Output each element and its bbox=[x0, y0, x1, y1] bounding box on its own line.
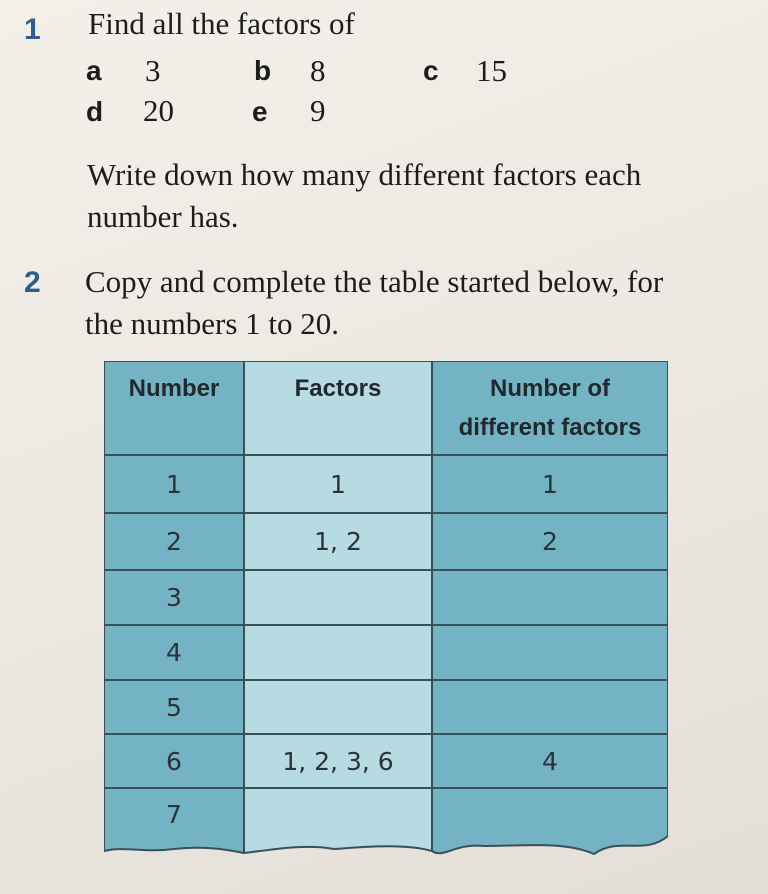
part-e-label: e bbox=[252, 96, 268, 127]
part-e-value: 9 bbox=[310, 93, 326, 128]
question-1-prompt: Find all the factors of bbox=[88, 6, 355, 41]
header-factors: Factors bbox=[294, 375, 382, 402]
header-number: Number bbox=[128, 375, 220, 402]
row-4-number: 4 bbox=[166, 638, 182, 667]
header-count-line-2: different factors bbox=[458, 414, 642, 441]
row-7-number: 7 bbox=[166, 799, 182, 829]
row-4-factors bbox=[244, 625, 432, 680]
question-1-instruction-line-1: Write down how many different factors each bbox=[87, 157, 642, 192]
row-2-factors: 1, 2 bbox=[314, 527, 362, 556]
row-4-count bbox=[432, 625, 668, 680]
row-5-count bbox=[432, 680, 668, 734]
row-3-number: 3 bbox=[166, 583, 182, 612]
part-c-label: c bbox=[423, 55, 439, 86]
part-a-value: 3 bbox=[145, 53, 161, 88]
row-5-factors bbox=[244, 680, 432, 734]
part-d-label: d bbox=[86, 96, 104, 127]
part-b-label: b bbox=[254, 55, 272, 86]
part-d-value: 20 bbox=[143, 93, 174, 128]
factors-table bbox=[104, 361, 668, 861]
row-7-count bbox=[432, 788, 668, 840]
row-2-count: 2 bbox=[542, 527, 558, 556]
part-c-value: 15 bbox=[476, 53, 507, 88]
row-1-factors: 1 bbox=[330, 469, 346, 499]
part-b-value: 8 bbox=[310, 53, 326, 88]
question-2-line-2: the numbers 1 to 20. bbox=[85, 306, 339, 341]
question-1-instruction-line-2: number has. bbox=[87, 199, 239, 234]
part-a-label: a bbox=[86, 55, 102, 86]
question-2-line-1: Copy and complete the table started below, for bbox=[85, 264, 664, 299]
row-7-factors bbox=[244, 788, 432, 840]
header-count-line-1: Number of bbox=[490, 375, 610, 402]
row-3-factors bbox=[244, 570, 432, 625]
row-5-number: 5 bbox=[166, 692, 182, 722]
row-6-number: 6 bbox=[166, 746, 182, 776]
row-3-count bbox=[432, 570, 668, 625]
row-1-count: 1 bbox=[542, 469, 558, 499]
row-1-number: 1 bbox=[166, 469, 182, 499]
row-2-number: 2 bbox=[166, 527, 182, 556]
question-2-number: 2 bbox=[24, 266, 41, 299]
question-1-number: 1 bbox=[24, 13, 41, 46]
row-6-count: 4 bbox=[542, 746, 558, 776]
row-6-factors: 1, 2, 3, 6 bbox=[282, 746, 394, 776]
